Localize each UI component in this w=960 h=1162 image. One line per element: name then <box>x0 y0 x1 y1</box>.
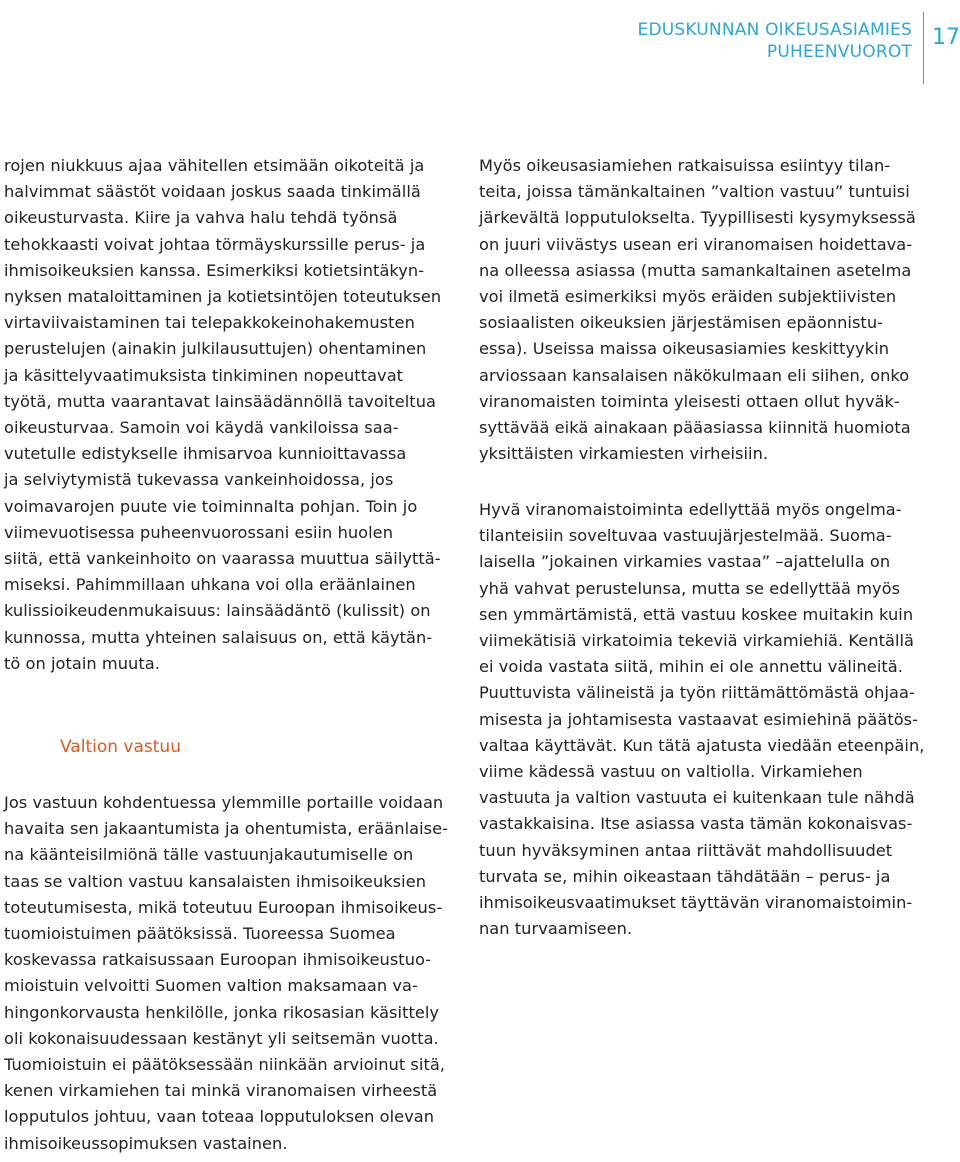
header-title-line2: PUHEENVUOROT <box>766 42 912 62</box>
text-line: rojen niukkuus ajaa vähitellen etsimään oikoteitä ja <box>4 156 425 175</box>
text-line: viimekätisiä virkatoimia tekeviä virkamiehiä. Kentällä <box>479 631 915 651</box>
text-line: vastakkaisina. Itse asiassa vasta tämän kokonaisvas- <box>479 814 913 834</box>
header-title-line1: EDUSKUNNAN OIKEUSASIAMIES <box>637 20 912 40</box>
text-line: voimavarojen puute vie toiminnalta pohjan. Toin jo <box>4 496 418 516</box>
text-line: turvata se, mihin oikeastaan tähdätään – perus- ja <box>479 866 891 886</box>
text-line: viranomaisten toiminta yleisesti ottaen ollut hyväk- <box>479 391 900 411</box>
text-line: ja käsittelyvaatimuksista tinkiminen nopeuttavat <box>4 365 404 385</box>
text-line: halvimmat säästöt voidaan joskus saada tinkimällä <box>4 182 421 202</box>
section-heading: Valtion vastuu <box>60 737 181 757</box>
text-line: ja selviytymistä tukevassa vankeinhoidossa, jos <box>4 470 394 490</box>
text-line: arviossaan kansalaisen näkökulmaan eli siihen, onko <box>479 365 910 385</box>
text-line: perustelujen (ainakin julkilausuttujen) ohentaminen <box>4 339 427 359</box>
text-line: toteutumisesta, mikä toteutuu Euroopan ihmisoikeus- <box>4 897 443 917</box>
text-line: ihmisoikeuksien kanssa. Esimerkiksi kotietsintäkyn- <box>4 260 425 280</box>
text-line: työtä, mutta vaarantavat lainsäädännöllä tavoiteltua <box>4 391 436 411</box>
text-line: voi ilmetä esimerkiksi myös eräiden subjektiivisten <box>479 287 897 307</box>
text-line: na olleessa asiassa (mutta samankaltainen asetelma <box>479 260 912 280</box>
left-column-bottom-text <box>4 790 452 1157</box>
text-line: oikeusturvasta. Kiire ja vahva halu tehdä työnsä <box>4 208 398 228</box>
text-line: tehokkaasti voivat johtaa törmäyskurssille perus- ja <box>4 234 426 254</box>
text-line: on juuri viivästys usean eri viranomaisen hoidettava- <box>479 234 913 254</box>
text-line: ei voida vastata siitä, mihin ei ole annettu välineitä. <box>479 657 903 677</box>
text-line: vastuuta ja valtion vastuuta ei kuitenkaan tule nähdä <box>479 788 915 808</box>
text-line: tilanteisiin soveltuvaa vastuujärjestelmää. Suoma- <box>479 526 892 546</box>
text-line: viimevuotisessa puheenvuorossani esiin huolen <box>4 522 394 542</box>
text-line: misesta ja johtamisesta vastaavat esimiehinä päätös- <box>479 709 919 729</box>
running-header <box>638 19 913 63</box>
text-line: Tuomioistuin ei päätöksessään niinkään arvioinut sitä, <box>4 1055 446 1075</box>
text-line: yksittäisten virkamiesten virheisiin. <box>479 444 769 464</box>
text-line: laisella ”jokainen virkamies vastaa” –ajattelulla on <box>479 552 891 572</box>
text-line: Hyvä viranomaistoiminta edellyttää myös ongelma- <box>479 500 902 519</box>
text-line: viime kädessä vastuu on valtiolla. Virkamiehen <box>479 762 863 782</box>
text-line: nyksen mataloittaminen ja kotietsintöjen toteutuksen <box>4 287 442 307</box>
text-line: Myös oikeusasiamiehen ratkaisuissa esiintyy tilan- <box>479 156 891 175</box>
text-line: tuomioistuimen päätöksissä. Tuoreessa Suomea <box>4 924 396 944</box>
text-line: nan turvaamiseen. <box>479 919 633 939</box>
text-line: taas se valtion vastuu kansalaisten ihmisoikeuksien <box>4 871 427 891</box>
text-line: ihmisoikeussopimuksen vastainen. <box>4 1133 288 1153</box>
text-line: miseksi. Pahimmillaan uhkana voi olla eräänlainen <box>4 575 416 595</box>
text-line: lopputulos johtuu, vaan toteaa lopputuloksen olevan <box>4 1107 435 1127</box>
text-line: hingonkorvausta henkilölle, jonka rikosasian käsittely <box>4 1002 440 1022</box>
text-line: oikeusturvaa. Samoin voi käydä vankiloissa saa- <box>4 418 399 438</box>
text-line: koskevassa ratkaisussaan Euroopan ihmisoikeustuo- <box>4 950 432 970</box>
text-line: Jos vastuun kohdentuessa ylemmille portaille voidaan <box>4 793 444 812</box>
text-line: havaita sen jakaantumista ja ohentumista, eräänlaise- <box>4 819 449 839</box>
text-line: virtaviivaistaminen tai telepakkokeinohakemusten <box>4 313 415 333</box>
right-column-top-text <box>479 153 919 467</box>
right-column-bottom-text <box>479 497 927 942</box>
text-line: yhä vahvat perustelunsa, mutta se edellyttää myös <box>479 578 901 598</box>
text-line: teita, joissa tämänkaltainen ”valtion vastuu” tuntuisi <box>479 182 910 202</box>
text-line: siitä, että vankeinhoito on vaarassa muuttua säilyttä- <box>4 549 441 569</box>
text-line: syttävää eikä ainakaan pääasiassa kiinnitä huomiota <box>479 418 911 438</box>
text-line: Puuttuvista välineistä ja työn riittämättömästä ohjaa- <box>479 683 915 703</box>
page-number: 17 <box>932 25 960 50</box>
text-line: essa). Useissa maissa oikeusasiamies keskittyykin <box>479 339 890 359</box>
text-line: valtaa käyttävät. Kun tätä ajatusta viedään eteenpäin, <box>479 735 925 755</box>
left-column-top-text <box>4 153 449 677</box>
text-line: kenen virkamiehen tai minkä viranomaisen virheestä <box>4 1081 438 1101</box>
text-line: oli kokonaisuudessaan kestänyt yli seitsemän vuotta. <box>4 1028 439 1048</box>
header-divider <box>923 12 924 84</box>
text-line: vutetulle edistykselle ihmisarvoa kunnioittavassa <box>4 444 407 464</box>
text-line: kulissioikeudenmukaisuus: lainsäädäntö (kulissit) on <box>4 601 431 621</box>
text-line: kunnossa, mutta yhteinen salaisuus on, että käytän- <box>4 627 433 647</box>
text-line: tuun hyväksyminen antaa riittävät mahdollisuudet <box>479 840 893 860</box>
text-line: mioistuin velvoitti Suomen valtion maksamaan va- <box>4 976 418 996</box>
text-line: sen ymmärtämistä, että vastuu koskee muitakin kuin <box>479 604 914 624</box>
text-line: tö on jotain muuta. <box>4 653 160 673</box>
text-line: ihmisoikeusvaatimukset täyttävän viranomaistoimin- <box>479 893 913 913</box>
text-line: järkevältä lopputulokselta. Tyypillisesti kysymyksessä <box>479 208 916 228</box>
text-line: sosiaalisten oikeuksien järjestämisen epäonnistu- <box>479 313 884 333</box>
text-line: na käänteisilmiönä tälle vastuunjakautumiselle on <box>4 845 414 865</box>
